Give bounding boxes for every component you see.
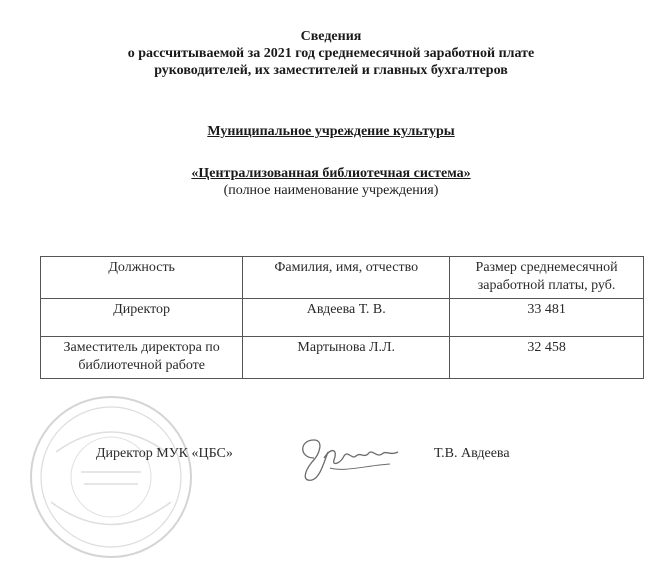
- table-row: [41, 337, 644, 379]
- heading-line-3: руководителей, их заместителей и главных бухгалтеров: [154, 63, 508, 78]
- salary-table: [40, 256, 644, 379]
- organization-name: [0, 165, 662, 199]
- cell-position: Заместитель директора по библиотечной работе: [41, 337, 243, 379]
- organization-caption: (полное наименование учреждения): [223, 183, 439, 198]
- cell-salary: 32 458: [450, 337, 644, 379]
- header-name: Фамилия, имя, отчество: [243, 257, 450, 299]
- header-salary: Размер среднемесячной заработной платы, руб.: [450, 257, 644, 299]
- header-position: Должность: [41, 257, 243, 299]
- cell-name: Авдеева Т. В.: [243, 299, 450, 337]
- organization-line-2: «Централизованная библиотечная система»: [191, 166, 471, 181]
- handwritten-signature: [294, 428, 404, 492]
- signature-label: Директор МУК «ЦБС»: [96, 446, 233, 461]
- heading-title: Сведения: [300, 29, 362, 44]
- cell-name: Мартынова Л.Л.: [243, 337, 450, 379]
- table-row: [41, 299, 644, 337]
- organization-line-1: Муниципальное учреждение культуры: [207, 124, 455, 139]
- organization-type: [0, 123, 662, 140]
- heading-line-2: о рассчитываемой за 2021 год среднемесячной заработной плате: [127, 46, 535, 61]
- official-stamp: [26, 392, 196, 562]
- document-heading: [0, 28, 662, 79]
- signatory-name: Т.В. Авдеева: [434, 446, 510, 461]
- table-header-row: [41, 257, 644, 299]
- cell-position: Директор: [41, 299, 243, 337]
- cell-salary: 33 481: [450, 299, 644, 337]
